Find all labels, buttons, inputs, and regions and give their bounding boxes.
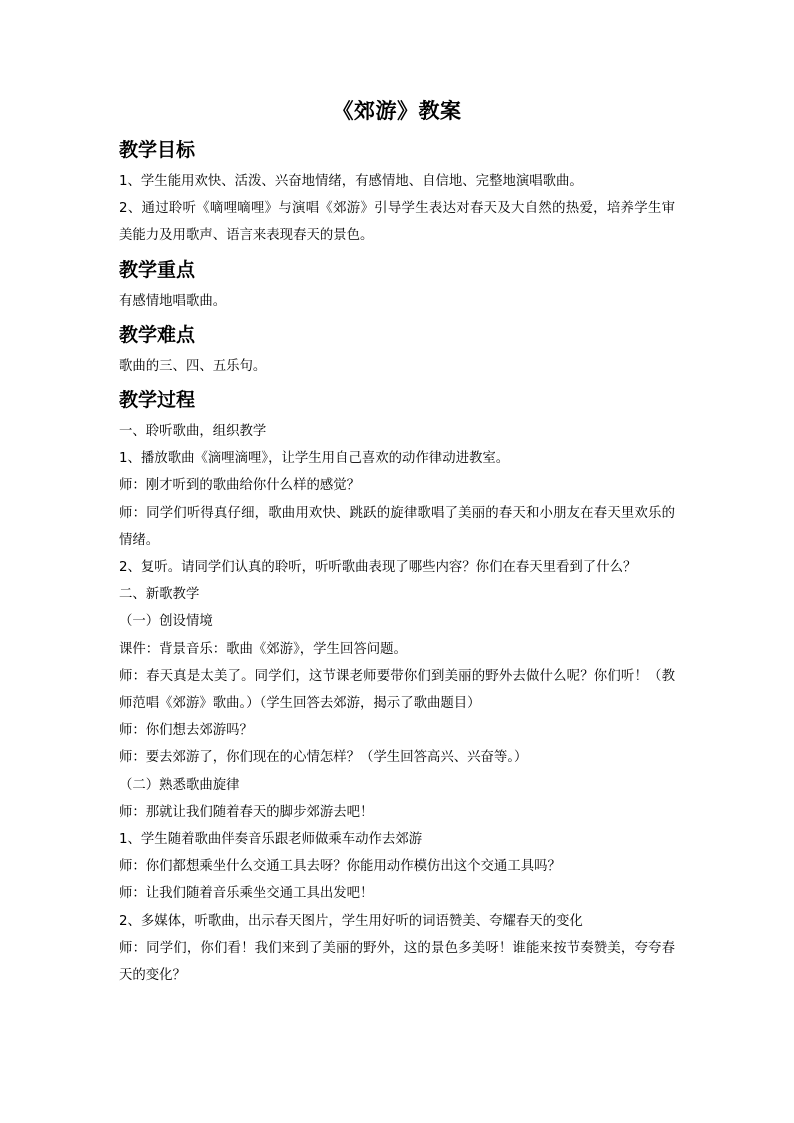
- process-paragraph: 二、新歌教学: [119, 587, 200, 603]
- process-paragraph: 师：你们想去郊游吗？: [119, 723, 253, 739]
- section-heading-difficulties: 教学难点: [119, 323, 196, 346]
- difficulty-paragraph: 歌曲的三、四、五乐句。: [119, 358, 267, 374]
- process-paragraph: 一、聆听歌曲，组织教学: [119, 424, 267, 440]
- document-title: 《郊游》教案: [332, 99, 462, 123]
- process-paragraph: 师：要去郊游了，你们现在的心情怎样？（学生回答高兴、兴奋等。）: [119, 750, 528, 766]
- process-paragraph: 师：同学们，你们看！我们来到了美丽的野外，这的景色多美呀！谁能来按节奏赞美，夸夸春天的变化？: [119, 940, 675, 984]
- process-paragraph: 师：让我们随着音乐乘坐交通工具出发吧！: [119, 886, 374, 902]
- objective-paragraph: 2、通过聆听《嘀哩嘀哩》与演唱《郊游》引导学生表达对春天及大自然的热爱，培养学生审美能力及用歌声、语言来表现春天的景色。: [119, 201, 675, 244]
- process-paragraph: 师：你们都想乘坐什么交通工具去呀？你能用动作模仿出这个交通工具吗？: [119, 859, 561, 875]
- process-paragraph: 师：同学们听得真仔细，歌曲用欢快、跳跃的旋律歌唱了美丽的春天和小朋友在春天里欢乐的情绪。: [119, 505, 675, 548]
- section-heading-key-points: 教学重点: [119, 258, 196, 281]
- process-paragraph: （一）创设情境: [119, 614, 213, 630]
- process-paragraph: 1、播放歌曲《滴哩滴哩》，让学生用自己喜欢的动作律动进教室。: [119, 451, 510, 467]
- section-heading-objectives: 教学目标: [119, 139, 196, 161]
- process-paragraph: 师：那就让我们随着春天的脚步郊游去吧！: [119, 804, 374, 820]
- objective-paragraph: 1、学生能用欢快、活泼、兴奋地情绪，有感情地、自信地、完整地演唱歌曲。: [119, 174, 583, 189]
- process-paragraph: 1、学生随着歌曲伴奏音乐跟老师做乘车动作去郊游: [119, 832, 423, 848]
- document-body: [119, 92, 675, 989]
- process-paragraph: 2、复听。请同学们认真的聆听，听听歌曲表现了哪些内容？你们在春天里看到了什么？: [119, 560, 637, 576]
- process-paragraph: （二）熟悉歌曲旋律: [119, 777, 240, 793]
- process-paragraph: 师：春天真是太美了。同学们，这节课老师要带你们到美丽的野外去做什么呢？你们听！（教师范唱《郊游》歌曲。）（学生回答去郊游，揭示了歌曲题目）: [119, 668, 675, 712]
- section-heading-process: 教学过程: [119, 389, 196, 412]
- process-paragraph: 2、多媒体，听歌曲，出示春天图片，学生用好听的词语赞美、夸耀春天的变化: [119, 913, 583, 929]
- process-paragraph: 课件：背景音乐：歌曲《郊游》，学生回答问题。: [119, 641, 407, 657]
- process-paragraph: 师：刚才听到的歌曲给你什么样的感觉？: [119, 478, 361, 494]
- key-point-paragraph: 有感情地唱歌曲。: [119, 293, 227, 309]
